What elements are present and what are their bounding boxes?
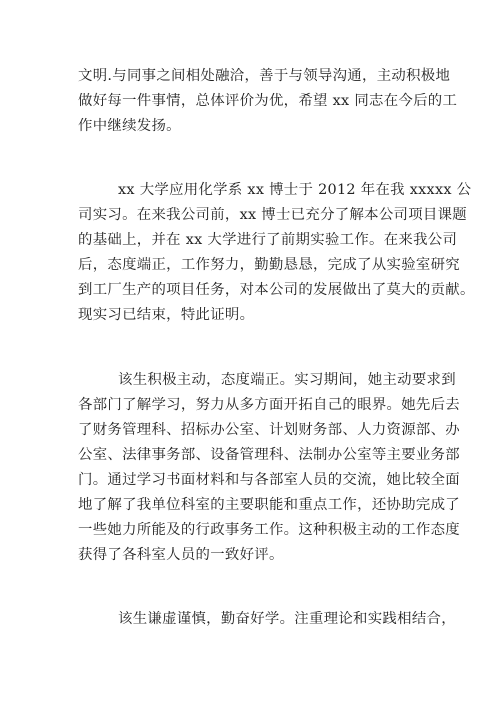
paragraph-1-line-3: 作中继续发扬。 <box>78 118 181 134</box>
paragraph-2-line-6: 现实习已结束，特此证明。 <box>78 307 255 323</box>
paragraph-3-line-7: 一些她力所能及的行政事务工作。这种积极主动的工作态度 <box>78 522 460 538</box>
paragraph-3-line-1: 该生积极主动，态度端正。实习期间，她主动要求到 <box>118 372 456 388</box>
paragraph-3-line-6: 地了解了我单位科室的主要职能和重点工作，还协助完成了 <box>78 497 460 513</box>
paragraph-2-line-3: 的基础上，并在 xx 大学进行了前期实验工作。在来我公司 <box>78 232 458 248</box>
paragraph-3-line-3: 了财务管理科、招标办公室、计划财务部、人力资源部、办 <box>78 422 460 438</box>
paragraph-3-line-8: 获得了各科室人员的一致好评。 <box>78 547 284 563</box>
paragraph-4-line-1: 该生谦虚谨慎，勤奋好学。注重理论和实践相结合， <box>118 611 456 627</box>
paragraph-2-line-1: xx 大学应用化学系 xx 博士于 2012 年在我 xxxxx 公 <box>118 182 472 198</box>
paragraph-3-line-5: 门。通过学习书面材料和与各部室人员的交流，她比较全面 <box>78 472 460 488</box>
paragraph-2-line-2: 司实习。在来我公司前，xx 博士已充分了解本公司项目课题 <box>78 207 467 223</box>
paragraph-3-line-2: 各部门了解学习，努力从多方面开拓自己的眼界。她先后去 <box>78 397 460 413</box>
paragraph-3-line-4: 公室、法律事务部、设备管理科、法制办公室等主要业务部 <box>78 447 460 463</box>
paragraph-1-line-2: 做好每一件事情，总体评价为优，希望 xx 同志在今后的工 <box>78 93 458 109</box>
paragraph-2-line-4: 后，态度端正，工作努力，勤勤恳恳，完成了从实验室研究 <box>78 257 460 273</box>
paragraph-2-line-5: 到工厂生产的项目任务，对本公司的发展做出了莫大的贡献。 <box>78 282 475 298</box>
paragraph-1-line-1: 文明.与同事之间相处融洽，善于与领导沟通，主动积极地 <box>78 68 451 84</box>
